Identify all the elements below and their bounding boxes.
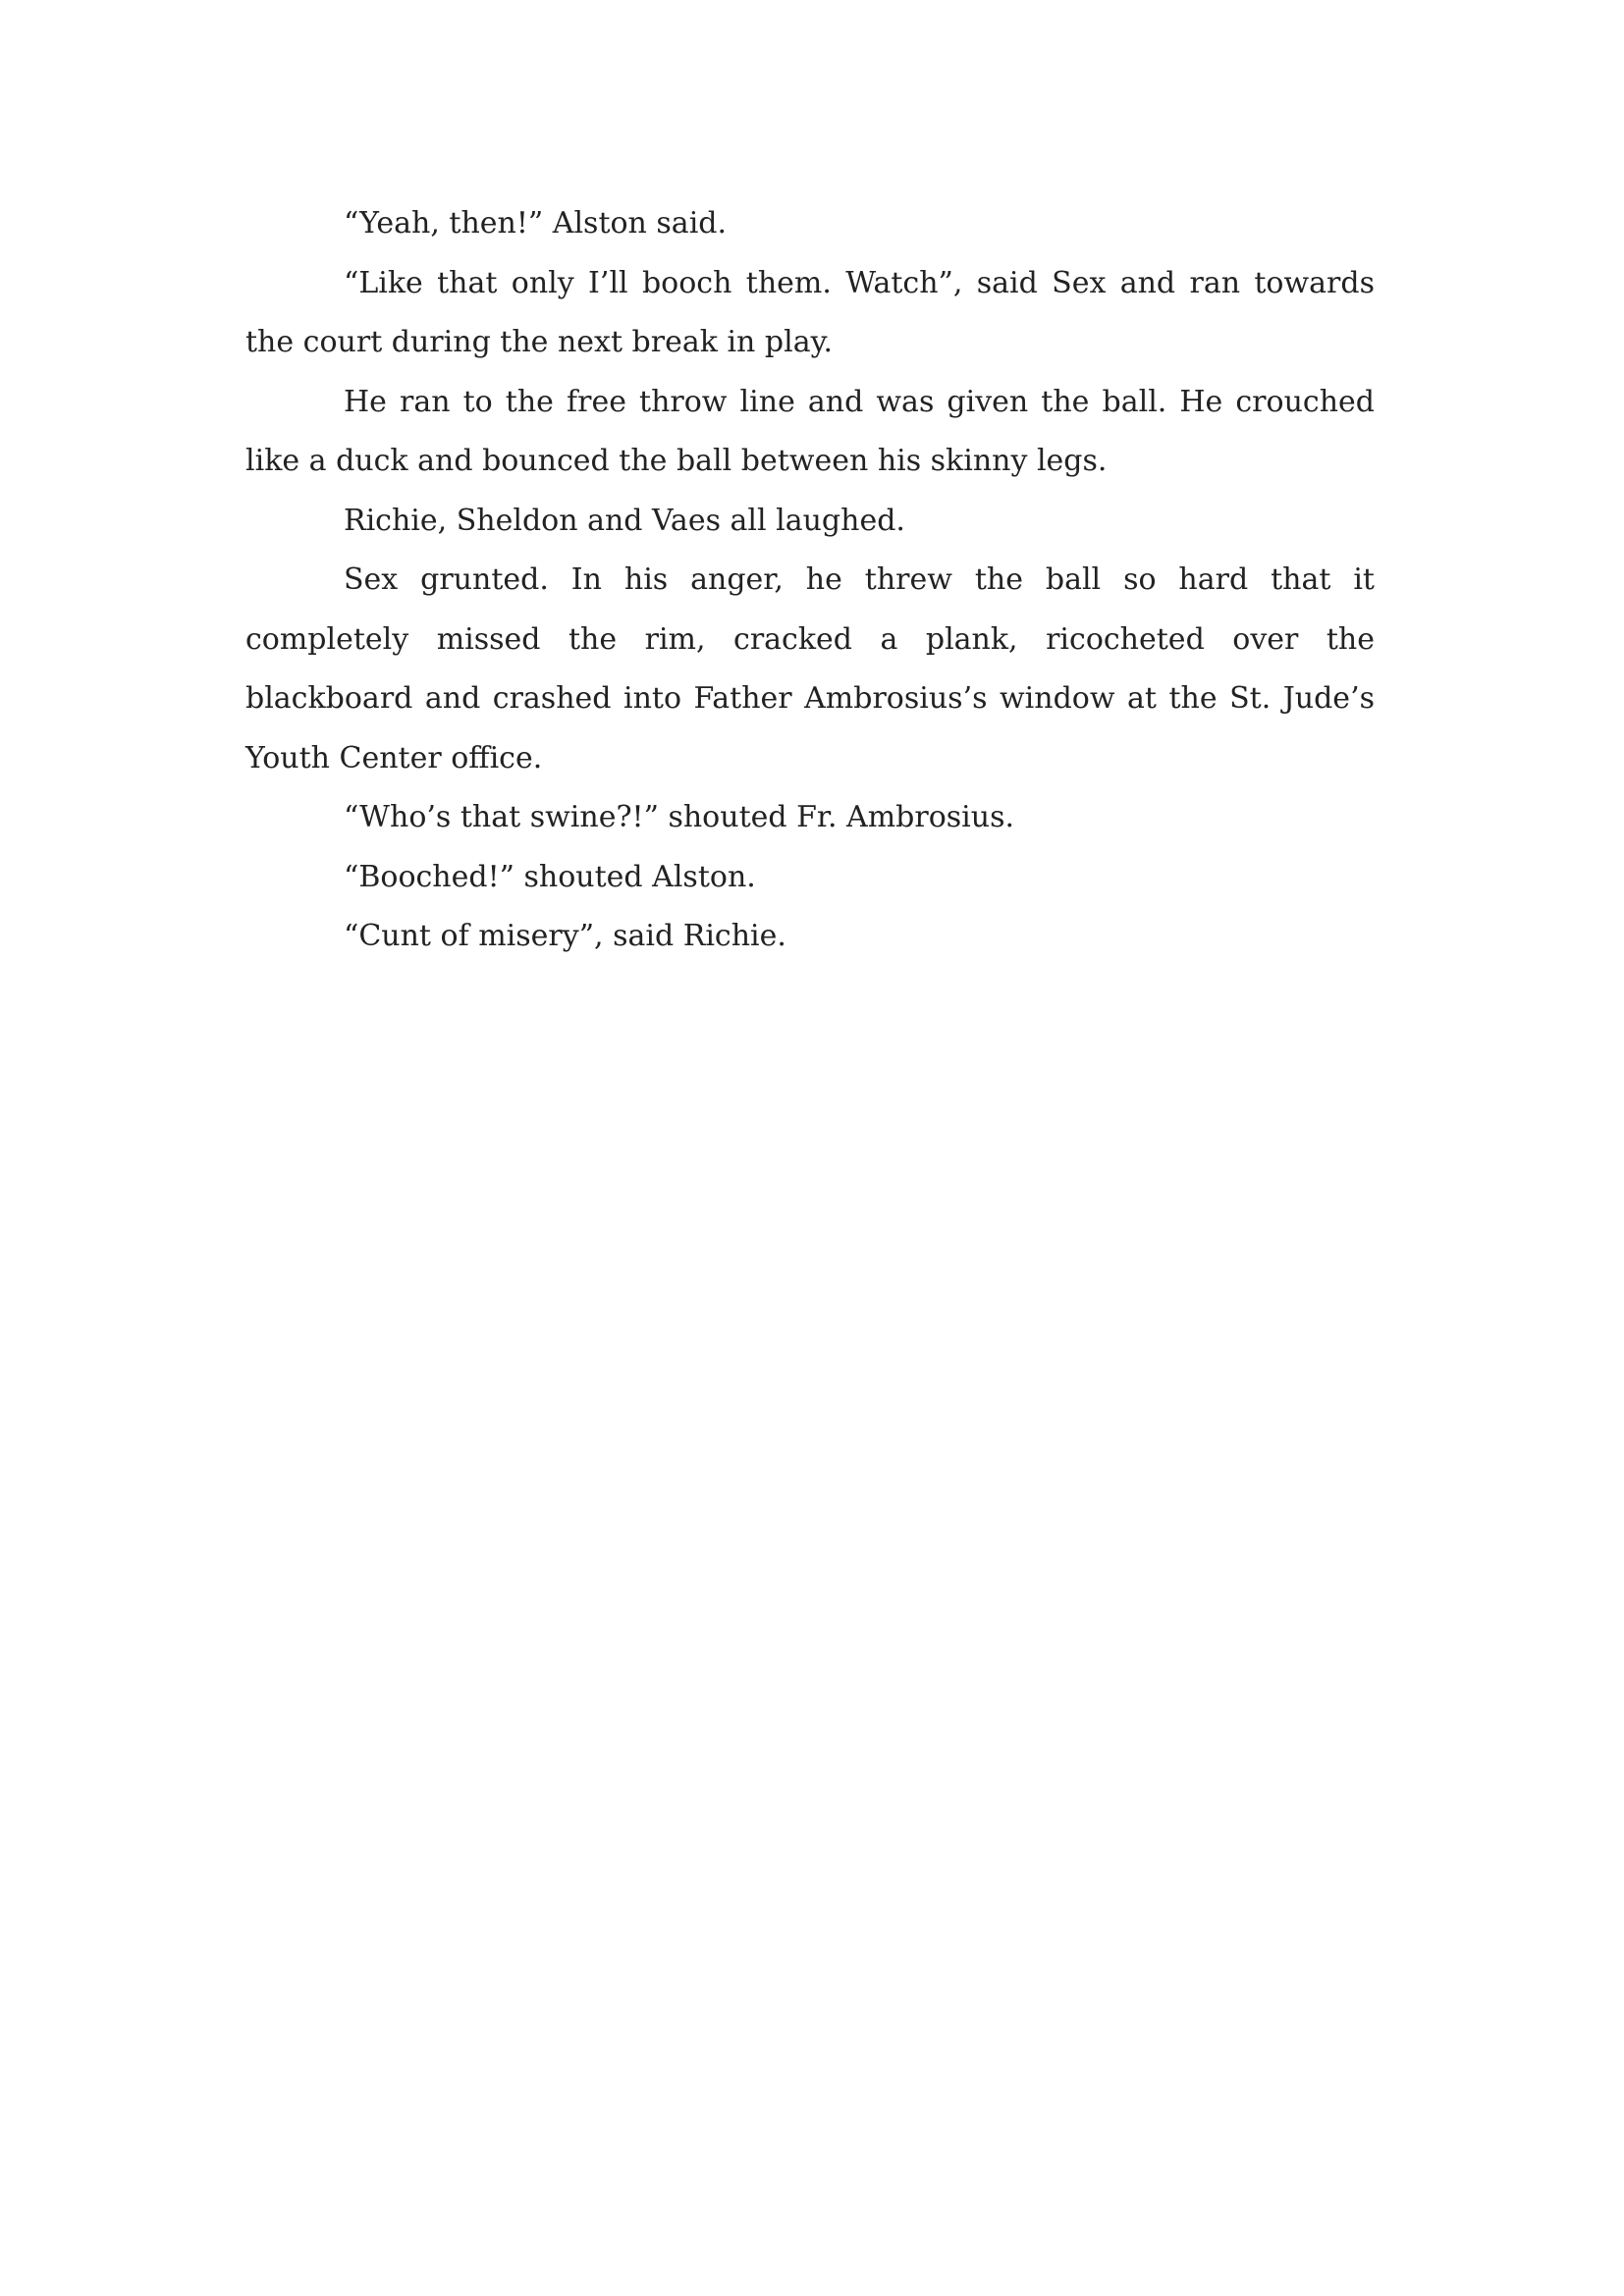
paragraph: Richie, Sheldon and Vaes all laughed. <box>344 503 905 538</box>
paragraph: “Who’s that swine?!” shouted Fr. Ambrosius. <box>344 800 1015 834</box>
paragraph: “Yeah, then!” Alston said. <box>344 206 728 240</box>
paragraph: Sex grunted. In his anger, he threw the ball so hard that it completely missed the rim, cracked a plank, ricocheted over the blackboard and crashed into Father Ambrosius’s window at the St. Jude’s Youth Center office. <box>245 562 1375 775</box>
paragraph: “Like that only I’ll booch them. Watch”, said Sex and ran towards the court during the next break in play. <box>245 265 1375 359</box>
document-body <box>245 194 1375 967</box>
paragraph: “Booched!” shouted Alston. <box>344 859 756 894</box>
paragraph: “Cunt of misery”, said Richie. <box>344 919 786 953</box>
paragraph: He ran to the free throw line and was given the ball. He crouched like a duck and bounced the ball between his skinny legs. <box>245 384 1375 478</box>
